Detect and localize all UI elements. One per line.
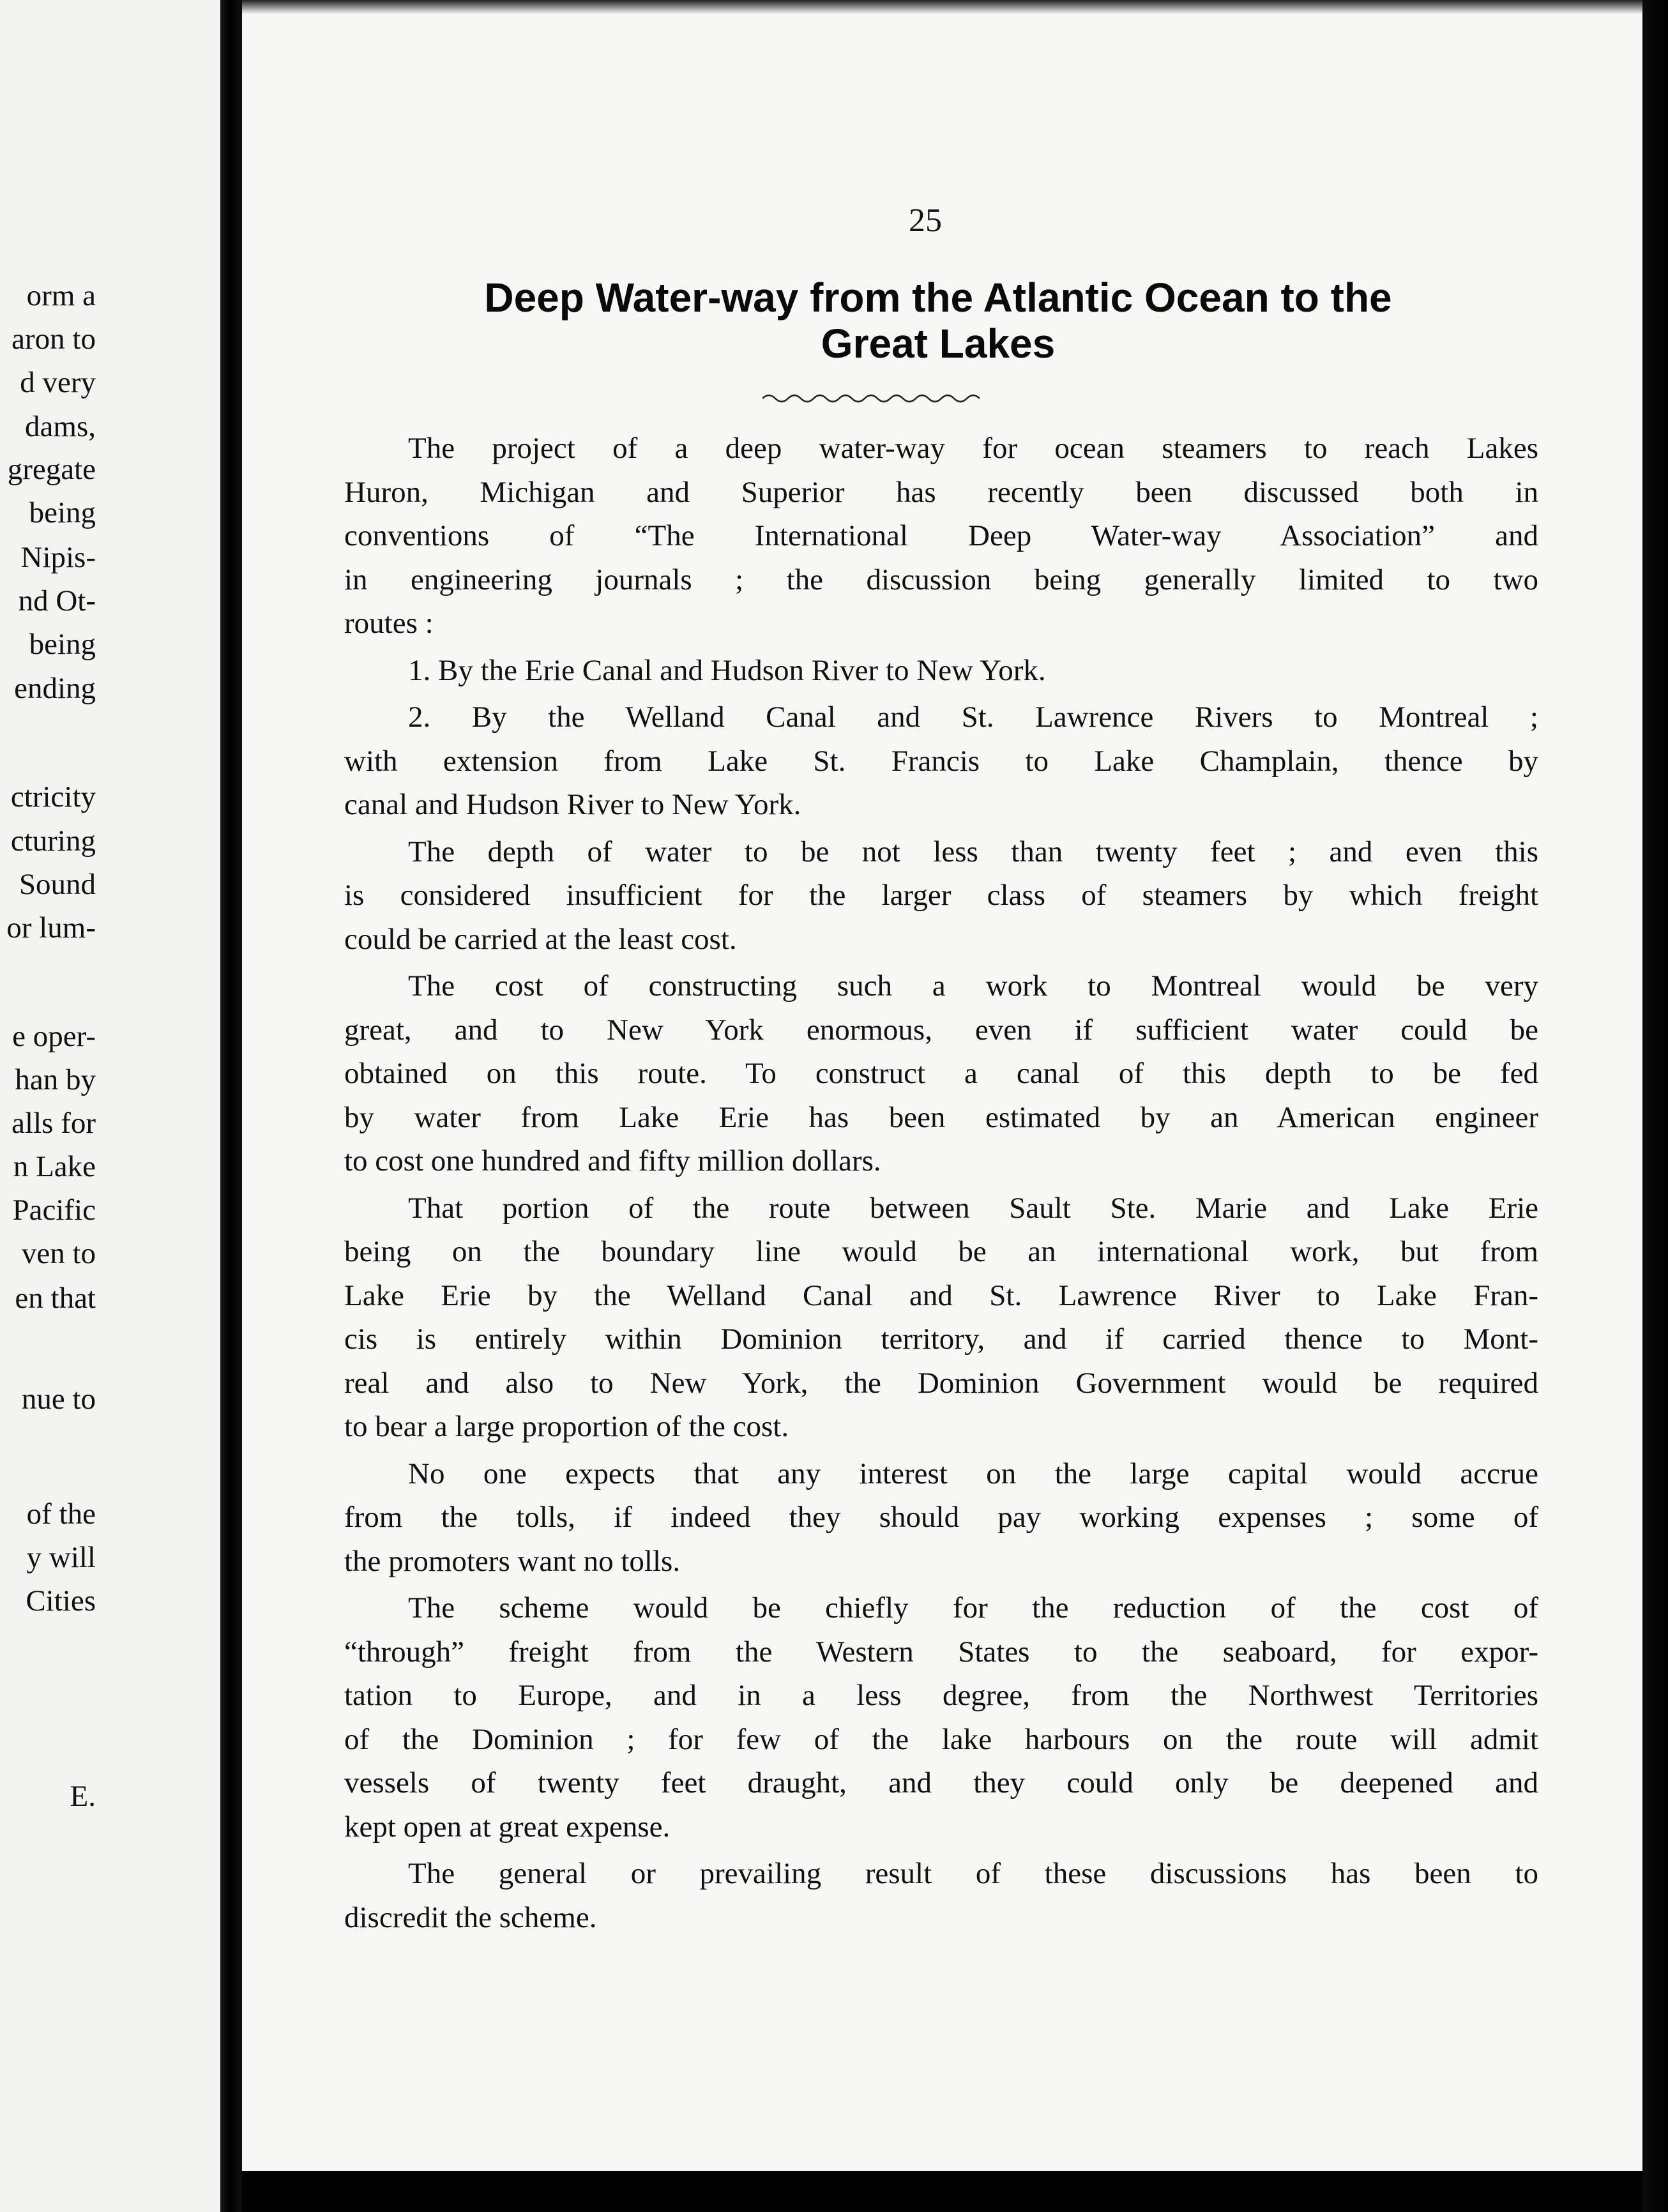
left-page-line: nue to	[21, 1382, 96, 1416]
text-line: is considered insufficient for the larger class of steamers by which freight	[344, 879, 1538, 912]
body-text	[344, 427, 1538, 1939]
left-page-line: being	[29, 628, 96, 661]
left-page-line: cturing	[10, 824, 96, 858]
left-page-line: Nipis-	[20, 541, 96, 574]
left-page-line: alls for	[11, 1107, 96, 1140]
page-number: 25	[909, 202, 942, 239]
title-line-2: Great Lakes	[821, 321, 1056, 367]
text-line: The cost of constructing such a work to Montreal would be very	[408, 969, 1538, 1003]
text-line: The project of a deep water-way for ocean steamers to reach Lakes	[408, 432, 1538, 465]
paragraph	[344, 427, 1538, 646]
paragraph	[344, 1452, 1538, 1584]
text-line: to bear a large proportion of the cost.	[344, 1410, 789, 1443]
text-line: by water from Lake Erie has been estimated by an American engineer	[344, 1100, 1538, 1134]
left-page-line: e oper-	[12, 1020, 96, 1053]
right-scan-border	[1642, 0, 1668, 2212]
text-line: The scheme would be chiefly for the reduction of the cost of	[408, 1591, 1538, 1625]
left-page-line: y will	[26, 1541, 96, 1574]
page-title	[325, 275, 1551, 367]
left-page-line: ctricity	[10, 780, 96, 814]
left-page-line: being	[29, 496, 96, 529]
text-line: of the Dominion ; for few of the lake harbours on the route will admit	[344, 1722, 1538, 1756]
text-line: 2. By the Welland Canal and St. Lawrence Rivers to Montreal ;	[408, 701, 1538, 734]
left-page-line: nd Ot-	[18, 584, 96, 617]
text-line: routes :	[344, 607, 434, 640]
wavy-rule-ornament	[762, 391, 986, 406]
text-line: kept open at great expense.	[344, 1810, 671, 1844]
paragraph	[344, 649, 1538, 693]
book-gutter	[220, 0, 242, 2212]
text-line: 1. By the Erie Canal and Hudson River to New York.	[408, 653, 1046, 687]
left-page-line: orm a	[26, 279, 96, 312]
left-page-line: E.	[70, 1780, 96, 1813]
text-line: Lake Erie by the Welland Canal and St. Lawrence River to Lake Fran-	[344, 1278, 1538, 1312]
paragraph	[344, 964, 1538, 1183]
text-line: tation to Europe, and in a less degree, from the Northwest Territories	[344, 1679, 1538, 1712]
text-line: That portion of the route between Sault Ste. Marie and Lake Erie	[408, 1191, 1538, 1225]
left-page-line: Pacific	[12, 1193, 96, 1227]
text-line: “through” freight from the Western States to the seaboard, for expor-	[344, 1635, 1538, 1669]
text-line: from the tolls, if indeed they should pay working expenses ; some of	[344, 1501, 1538, 1534]
text-line: to cost one hundred and fifty million dollars.	[344, 1144, 881, 1178]
paragraph	[344, 695, 1538, 827]
paragraph	[344, 1186, 1538, 1449]
left-page-line: Sound	[19, 868, 96, 901]
left-page-line: gregate	[7, 453, 96, 486]
text-line: Huron, Michigan and Superior has recently been discussed both in	[344, 475, 1538, 509]
text-line: conventions of “The International Deep Water-way Association” and	[344, 519, 1538, 552]
left-page-line: en that	[15, 1282, 96, 1315]
paragraph	[344, 830, 1538, 962]
left-page-line: aron to	[11, 322, 96, 356]
text-line: canal and Hudson River to New York.	[344, 788, 801, 821]
left-page-line: d very	[20, 366, 96, 399]
text-line: could be carried at the least cost.	[344, 922, 737, 956]
text-line: with extension from Lake St. Francis to Lake Champlain, thence by	[344, 744, 1538, 778]
text-line: discredit the scheme.	[344, 1900, 597, 1934]
left-page-line: or lum-	[6, 911, 96, 944]
paragraph	[344, 1852, 1538, 1939]
main-page	[242, 0, 1642, 2171]
bottom-scan-border	[242, 2171, 1642, 2212]
text-line: The general or prevailing result of these discussions has been to	[408, 1857, 1538, 1890]
text-line: the promoters want no tolls.	[344, 1544, 681, 1578]
left-facing-page	[0, 0, 220, 2212]
text-line: obtained on this route. To construct a canal of this depth to be fed	[344, 1057, 1538, 1090]
text-line: vessels of twenty feet draught, and they could only be deepened and	[344, 1766, 1538, 1799]
title-line-1: Deep Water-way from the Atlantic Ocean to the	[484, 275, 1392, 321]
text-line: The depth of water to be not less than twenty feet ; and even this	[408, 835, 1538, 868]
text-line: cis is entirely within Dominion territory, and if carried thence to Mont-	[344, 1322, 1538, 1356]
left-page-line: of the	[26, 1497, 96, 1531]
left-page-line: ending	[14, 672, 96, 705]
text-line: being on the boundary line would be an international work, but from	[344, 1235, 1538, 1268]
left-page-line: n Lake	[13, 1150, 96, 1183]
left-page-line: dams,	[25, 410, 96, 443]
left-page-line: Cities	[26, 1584, 96, 1617]
text-line: in engineering journals ; the discussion being generally limited to two	[344, 563, 1538, 596]
text-line: No one expects that any interest on the large capital would accrue	[408, 1457, 1538, 1490]
text-line: real and also to New York, the Dominion Government would be required	[344, 1366, 1538, 1400]
paragraph	[344, 1586, 1538, 1849]
left-page-line: han by	[15, 1063, 96, 1096]
text-line: great, and to New York enormous, even if sufficient water could be	[344, 1013, 1538, 1047]
left-page-line: ven to	[21, 1237, 96, 1270]
